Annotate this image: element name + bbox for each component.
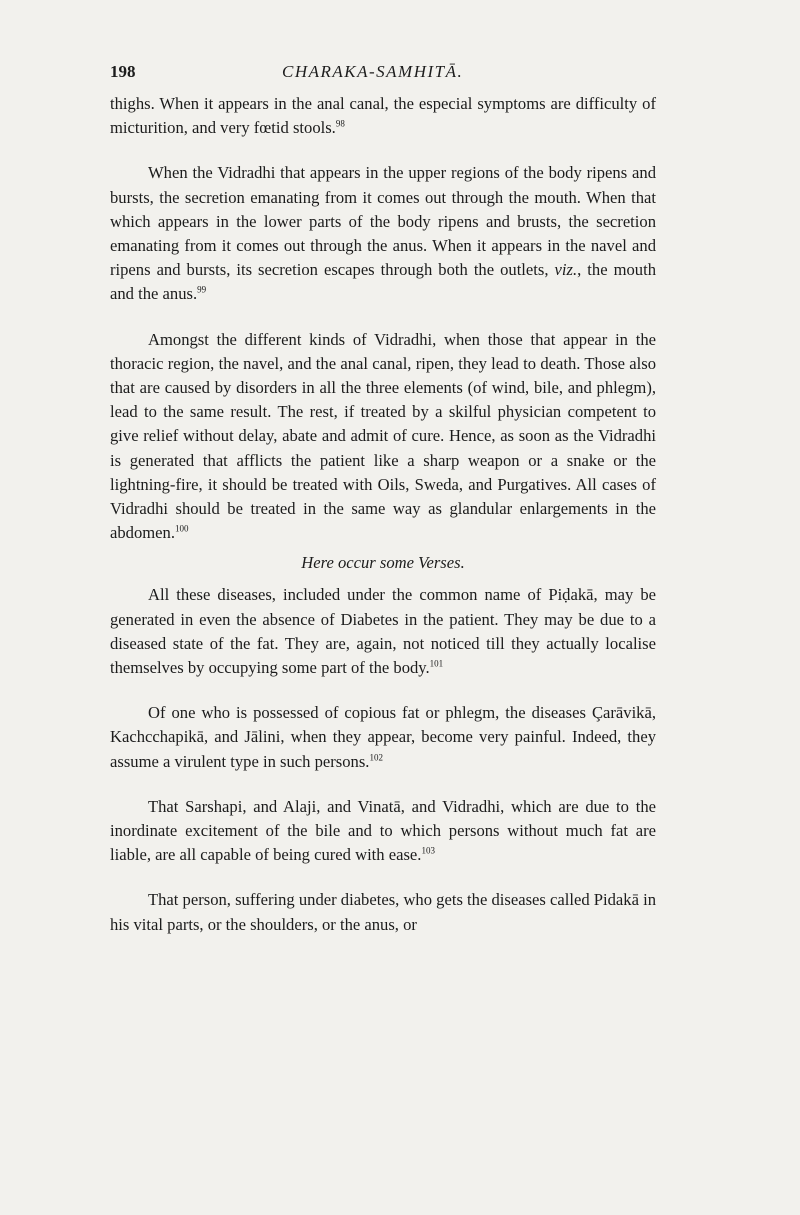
paragraph-text: thighs. When it appears in the anal canal, the especial symptoms are difficulty of micturition, and very fœtid stools.	[110, 94, 656, 138]
page-header	[110, 62, 656, 92]
paragraph-text: When the Vidradhi that appears in the upper regions of the body ripens and bursts, the secretion emanating from it comes out through the mouth. When that which appears in the lower parts of the body ripens and brusts, the secretion emanating from it comes out through the anus. When it appears in the navel and ripens and bursts, its secretion escapes through both the outlets,	[110, 163, 656, 280]
italic-abbreviation: viz.	[554, 260, 578, 280]
verse-paragraph	[110, 583, 656, 680]
page-number: 198	[110, 62, 136, 81]
verse-text: That person, suffering under diabetes, who gets the diseases called Pidakā in his vital parts, or the shoulders, or the anus, or	[110, 890, 656, 934]
verse-paragraph	[110, 701, 656, 774]
paragraph-text: , the mouth and the anus.	[110, 260, 656, 304]
footnote-ref: 99	[197, 284, 207, 295]
section-heading: Here occur some Verses.	[301, 553, 465, 573]
footnote-ref: 101	[429, 658, 444, 669]
paragraph-vidradhi-bursting	[110, 161, 656, 306]
verse-text: Of one who is possessed of copious fat or phlegm, the diseases Çarāvikā, Kachcchapikā, and Jālini, when they appear, become very painful. Indeed, they assume a virulent type in such persons.	[110, 703, 656, 771]
running-title: CHARAKA-SAMHITĀ.	[282, 62, 464, 81]
paragraph-continuation	[110, 92, 656, 140]
verse-paragraph	[110, 888, 656, 936]
book-page	[110, 62, 656, 937]
paragraph-text: Amongst the different kinds of Vidradhi, when those that appear in the thoracic region, the navel, and the anal canal, ripen, they lead to death. Those also that are caused by disorders in all the three elements (of wind, bile, and phlegm), lead to the same result. The rest, if treated by a skilful physician competent to give relief without delay, abate and admit of cure. Hence, as soon as the Vidradhi is generated that afflicts the patient like a sharp weapon or a snake or the lightning-fire, it should be treated with Oils, Sweda, and Purgatives. All cases of Vidradhi should be treated in the same way as glandular enlargements in the abdomen.	[110, 329, 656, 543]
verse-text: All these diseases, included under the common name of Piḍakā, may be generated in even the absence of Diabetes in the patient. They may be due to a diseased state of the fat. They are, again, not noticed till they actually localise themselves by occupying some part of the body.	[110, 585, 656, 678]
footnote-ref: 100	[174, 523, 189, 534]
verse-text: That Sarshapi, and Alaji, and Vinatā, and Vidradhi, which are due to the inordinate excitement of the bile and to which persons without much fat are liable, are all capable of being cured with ease.	[110, 796, 656, 865]
footnote-ref: 103	[421, 845, 435, 856]
verse-paragraph	[110, 795, 656, 868]
footnote-ref: 102	[369, 752, 383, 763]
footnote-ref: 98	[335, 118, 345, 129]
paragraph-vidradhi-treatment	[110, 328, 656, 546]
